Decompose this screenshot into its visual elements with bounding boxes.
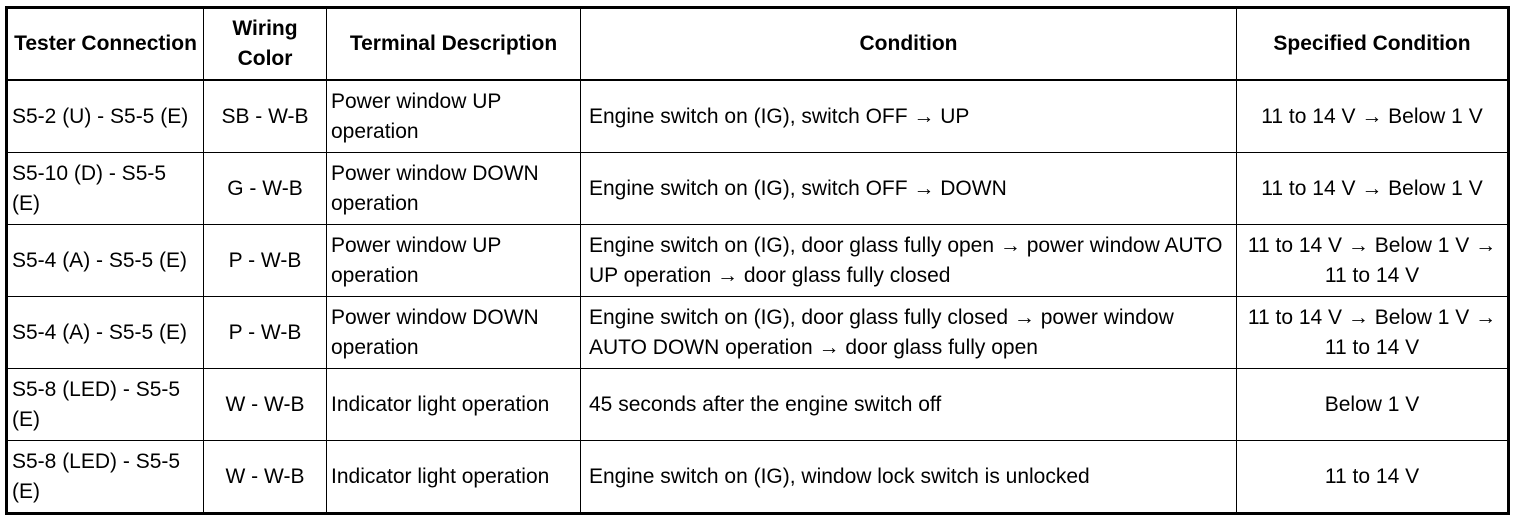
cell-tester-connection: S5-8 (LED) - S5-5 (E) (7, 441, 204, 514)
cell-condition: Engine switch on (IG), switch OFF → DOWN (581, 153, 1237, 225)
header-terminal-description: Terminal Description (327, 8, 581, 81)
cell-specified-condition: 11 to 14 V → Below 1 V (1237, 80, 1509, 153)
cell-tester-connection: S5-4 (A) - S5-5 (E) (7, 225, 204, 297)
table-row (7, 369, 1509, 441)
cell-wiring-color: G - W-B (204, 153, 327, 225)
cell-terminal-description: Indicator light operation (327, 441, 581, 514)
header-condition: Condition (581, 8, 1237, 81)
cell-tester-connection: S5-10 (D) - S5-5 (E) (7, 153, 204, 225)
cell-tester-connection: S5-8 (LED) - S5-5 (E) (7, 369, 204, 441)
cell-specified-condition: 11 to 14 V (1237, 441, 1509, 514)
cell-terminal-description: Power window UP operation (327, 80, 581, 153)
table-row (7, 297, 1509, 369)
cell-specified-condition: 11 to 14 V → Below 1 V (1237, 153, 1509, 225)
cell-tester-connection: S5-4 (A) - S5-5 (E) (7, 297, 204, 369)
table-row (7, 441, 1509, 514)
cell-wiring-color: W - W-B (204, 369, 327, 441)
cell-specified-condition: Below 1 V (1237, 369, 1509, 441)
table-body (7, 80, 1509, 514)
cell-specified-condition: 11 to 14 V → Below 1 V → 11 to 14 V (1237, 225, 1509, 297)
table-row (7, 80, 1509, 153)
table-row (7, 153, 1509, 225)
cell-wiring-color: P - W-B (204, 297, 327, 369)
cell-wiring-color: W - W-B (204, 441, 327, 514)
cell-terminal-description: Power window DOWN operation (327, 153, 581, 225)
cell-condition: 45 seconds after the engine switch off (581, 369, 1237, 441)
header-wiring-color: Wiring Color (204, 8, 327, 81)
cell-terminal-description: Indicator light operation (327, 369, 581, 441)
cell-wiring-color: SB - W-B (204, 80, 327, 153)
cell-terminal-description: Power window DOWN operation (327, 297, 581, 369)
inspection-table (5, 6, 1510, 515)
cell-terminal-description: Power window UP operation (327, 225, 581, 297)
table-header (7, 8, 1509, 81)
header-specified-condition: Specified Condition (1237, 8, 1509, 81)
cell-tester-connection: S5-2 (U) - S5-5 (E) (7, 80, 204, 153)
cell-condition: Engine switch on (IG), door glass fully closed → power window AUTO DOWN operation → door glass fully open (581, 297, 1237, 369)
header-row (7, 8, 1509, 81)
inspection-table-container (5, 6, 1510, 515)
cell-condition: Engine switch on (IG), switch OFF → UP (581, 80, 1237, 153)
cell-specified-condition: 11 to 14 V → Below 1 V → 11 to 14 V (1237, 297, 1509, 369)
header-tester-connection: Tester Connection (7, 8, 204, 81)
cell-condition: Engine switch on (IG), window lock switch is unlocked (581, 441, 1237, 514)
table-row (7, 225, 1509, 297)
cell-wiring-color: P - W-B (204, 225, 327, 297)
cell-condition: Engine switch on (IG), door glass fully open → power window AUTO UP operation → door glass fully closed (581, 225, 1237, 297)
